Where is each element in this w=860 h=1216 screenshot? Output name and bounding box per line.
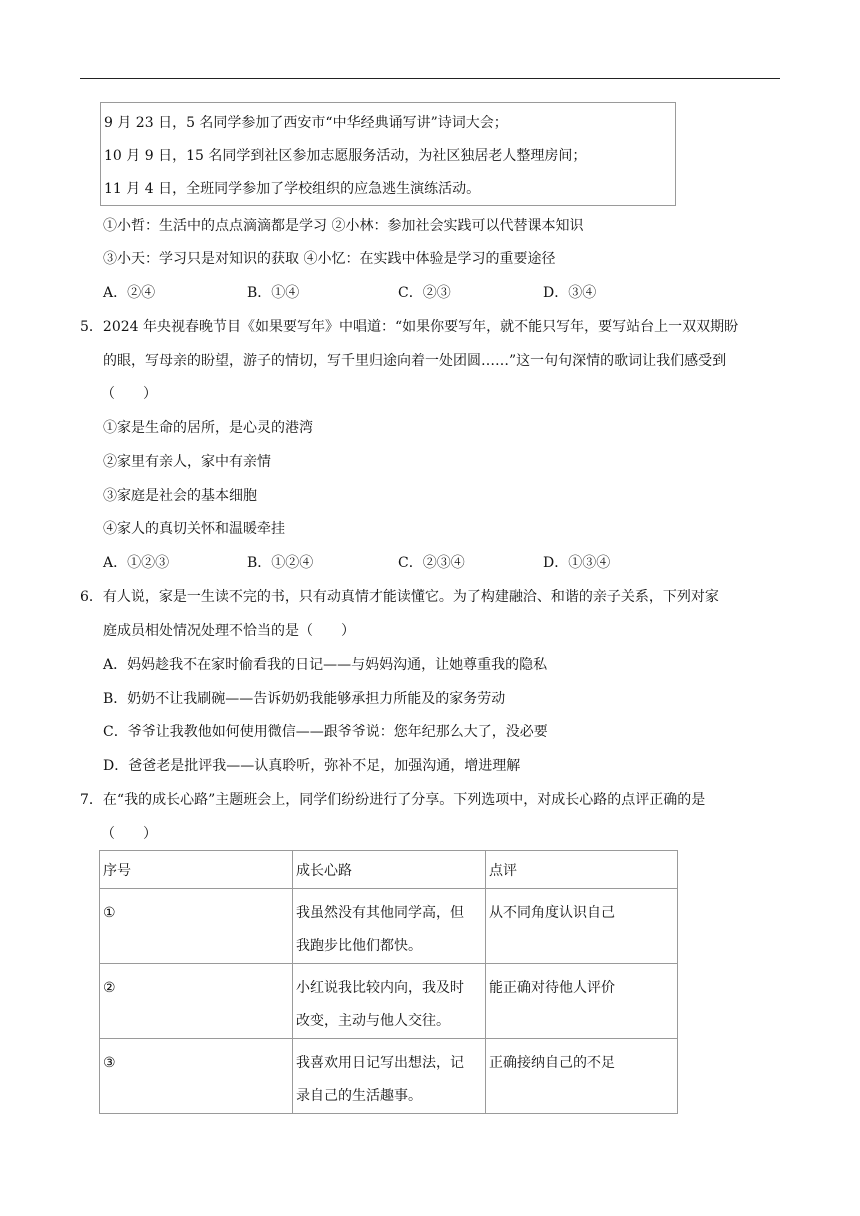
option-a[interactable]: A．①②③	[103, 555, 170, 571]
table-row	[100, 1039, 678, 1114]
q6-stem: 6．有人说，家是一生读不完的书，只有动真情才能读懂它。为了构建融洽、和谐的亲子关系，下列对家	[80, 589, 719, 605]
q5-statement: ②家里有亲人，家中有亲情	[103, 454, 271, 470]
option-c[interactable]: C．②③	[398, 285, 451, 301]
q5-statement: ④家人的真切关怀和温暖牵挂	[103, 521, 285, 537]
answer-blank: （ ）	[101, 386, 157, 402]
column-header: 序号	[100, 851, 293, 889]
q5-options	[103, 553, 703, 573]
table-row	[100, 964, 678, 1039]
story-line: 录自己的生活趣事。	[296, 1088, 422, 1104]
option-a[interactable]: A．②④	[103, 285, 156, 301]
option-d[interactable]: D．③④	[543, 285, 597, 301]
option-a[interactable]: A．妈妈趁我不在家时偷看我的日记——与妈妈沟通，让她尊重我的隐私	[103, 657, 548, 673]
story-line: 我跑步比他们都快。	[296, 938, 422, 954]
growth-story	[293, 889, 486, 964]
comment: 能正确对待他人评价	[486, 964, 678, 1039]
comment: 正确接纳自己的不足	[486, 1039, 678, 1114]
q6-stem-continued: 庭成员相处情况处理不恰当的是（ ）	[103, 623, 355, 639]
growth-story	[293, 1039, 486, 1114]
table-header-row	[100, 851, 678, 889]
growth-story	[293, 964, 486, 1039]
activity-line: 9 月 23 日，5 名同学参加了西安市“中华经典诵写讲”诗词大会；	[104, 115, 508, 131]
option-d[interactable]: D．爸爸老是批评我——认真聆听，弥补不足，加强沟通，增进理解	[103, 758, 521, 774]
story-line: 小红说我比较内向，我及时	[296, 980, 464, 996]
option-c[interactable]: C．爷爷让我教他如何使用微信——跟爷爷说：您年纪那么大了，没必要	[103, 724, 548, 740]
story-line: 改变，主动与他人交往。	[296, 1013, 450, 1029]
activity-record-box	[100, 102, 676, 206]
q5-statement: ③家庭是社会的基本细胞	[103, 488, 257, 504]
story-line: 我喜欢用日记写出想法，记	[296, 1055, 464, 1071]
option-c[interactable]: C．②③④	[398, 555, 465, 571]
row-number: ①	[100, 889, 293, 964]
column-header: 成长心路	[293, 851, 486, 889]
q5-stem-continued: 的眼，写母亲的盼望，游子的情切，写千里归途向着一处团圆……”这一句句深情的歌词让我们感受到	[103, 353, 727, 369]
activity-line: 11 月 4 日，全班同学参加了学校组织的应急逃生演练活动。	[104, 181, 481, 197]
option-b[interactable]: B．奶奶不让我刷碗——告诉奶奶我能够承担力所能及的家务劳动	[103, 691, 506, 707]
row-number: ③	[100, 1039, 293, 1114]
option-d[interactable]: D．①③④	[543, 555, 611, 571]
row-number: ②	[100, 964, 293, 1039]
answer-blank: （ ）	[101, 826, 157, 842]
q4-statement-line: ③小天：学习只是对知识的获取 ④小忆：在实践中体验是学习的重要途径	[103, 251, 556, 267]
option-b[interactable]: B．①④	[247, 285, 300, 301]
q5-statement: ①家是生命的居所，是心灵的港湾	[103, 420, 313, 436]
story-line: 我虽然没有其他同学高，但	[296, 905, 464, 921]
q4-statement-line: ①小哲：生活中的点点滴滴都是学习 ②小林：参加社会实践可以代替课本知识	[103, 218, 584, 234]
table-row	[100, 889, 678, 964]
activity-line: 10 月 9 日，15 名同学到社区参加志愿服务活动，为社区独居老人整理房间；	[104, 148, 587, 164]
column-header: 点评	[486, 851, 678, 889]
header-rule	[80, 78, 780, 79]
q4-options	[103, 283, 703, 303]
growth-table	[99, 850, 678, 1114]
q7-stem: 7．在“我的成长心路”主题班会上，同学们纷纷进行了分享。下列选项中，对成长心路的点评正确的是	[80, 792, 706, 808]
comment: 从不同角度认识自己	[486, 889, 678, 964]
q5-stem: 5．2024 年央视春晚节目《如果要写年》中唱道：“如果你要写年，就不能只写年，要写站台上一双双期盼	[80, 319, 739, 335]
option-b[interactable]: B．①②④	[247, 555, 314, 571]
